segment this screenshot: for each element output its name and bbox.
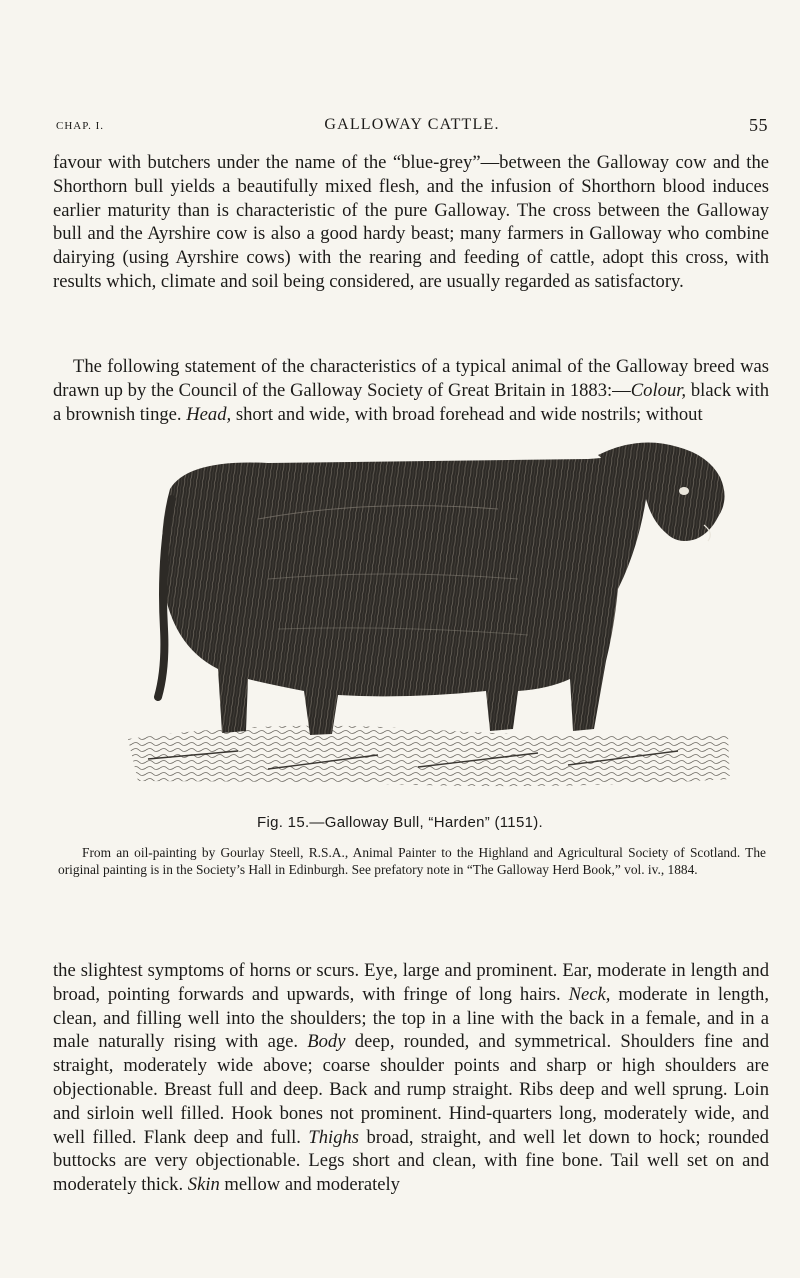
figure-note: From an oil-painting by Gourlay Steell, R.S.A., Animal Painter to the Highland and Agricultural Society of Scotland. The original painting is in the Society’s Hall in Edinburgh. See prefatory note in “The Galloway Herd Book,” vol. iv., 1884. — [58, 845, 766, 877]
skin-label: Skin — [187, 1174, 220, 1196]
page-title: GALLOWAY CATTLE. — [324, 116, 500, 133]
running-head — [56, 116, 768, 140]
body-text: deep, rounded, and symmetrical. Shoulders fine and straight, moderately wide above; coarse shoulder points and sharp or high shoulders are objectionable. Breast full and deep. Back and rump straight. Ribs deep and well sprung. Loin and sirloin well filled. Hook bones not prominent. Hind-quarters long, moderately wide, and well filled. Flank deep and full. — [53, 1031, 769, 1148]
neck-label: Neck, — [568, 983, 611, 1005]
head-label: Head, — [186, 403, 232, 425]
figure-caption: Fig. 15.—Galloway Bull, “Harden” (1151). — [257, 814, 543, 831]
body-label: Body — [307, 1031, 346, 1053]
paragraph-breed-statement — [53, 355, 769, 426]
paragraph-blue-grey-cross: favour with butchers under the name of the “blue-grey”—between the Galloway cow and the Shorthorn bull yields a beautifully mixed flesh, and the infusion of Shorthorn blood induces earlier maturity than is characteristic of the pure Galloway. The cross between the Galloway bull and the Ayrshire cow is also a good hardy beast; many farmers in Galloway who combine dairying (using Ayrshire cows) with the rearing and feeding of cattle, adopt this cross, with results which, climate and soil being considered, are usually regarded as satisfactory. — [53, 152, 769, 292]
galloway-bull-engraving — [118, 429, 736, 807]
skin-text: mellow and moderately — [219, 1174, 400, 1196]
paragraph-breed-points — [53, 959, 769, 1197]
figure-galloway-bull — [118, 429, 736, 807]
statement-intro: The following statement of the characteristics of a typical animal of the Galloway breed was drawn up by the Council of the Galloway Society of Great Britain in 1883:— — [53, 356, 769, 401]
colour-label: Colour, — [630, 379, 687, 401]
neck-text: moderate in length, clean, and filling well into the shoulders; the top in a line with the back in a female, and in a male naturally rising with age. — [53, 983, 769, 1053]
thighs-label: Thighs — [308, 1126, 360, 1148]
points-text-start: the slightest symptoms of horns or scurs. Eye, large and prominent. Ear, moderate in length and broad, pointing forwards and upwards, with fringe of long hairs. — [53, 960, 769, 1005]
chapter-label: CHAP. I. — [56, 120, 105, 132]
head-text: short and wide, with broad forehead and wide nostrils; without — [231, 403, 703, 425]
page-number: 55 — [749, 115, 768, 135]
colour-text: black with a brownish tinge. — [53, 379, 769, 425]
thighs-text: broad, straight, and well let down to hock; rounded buttocks are very objectionable. Legs short and clean, with fine bone. Tail well set on and moderately thick. — [53, 1126, 769, 1196]
